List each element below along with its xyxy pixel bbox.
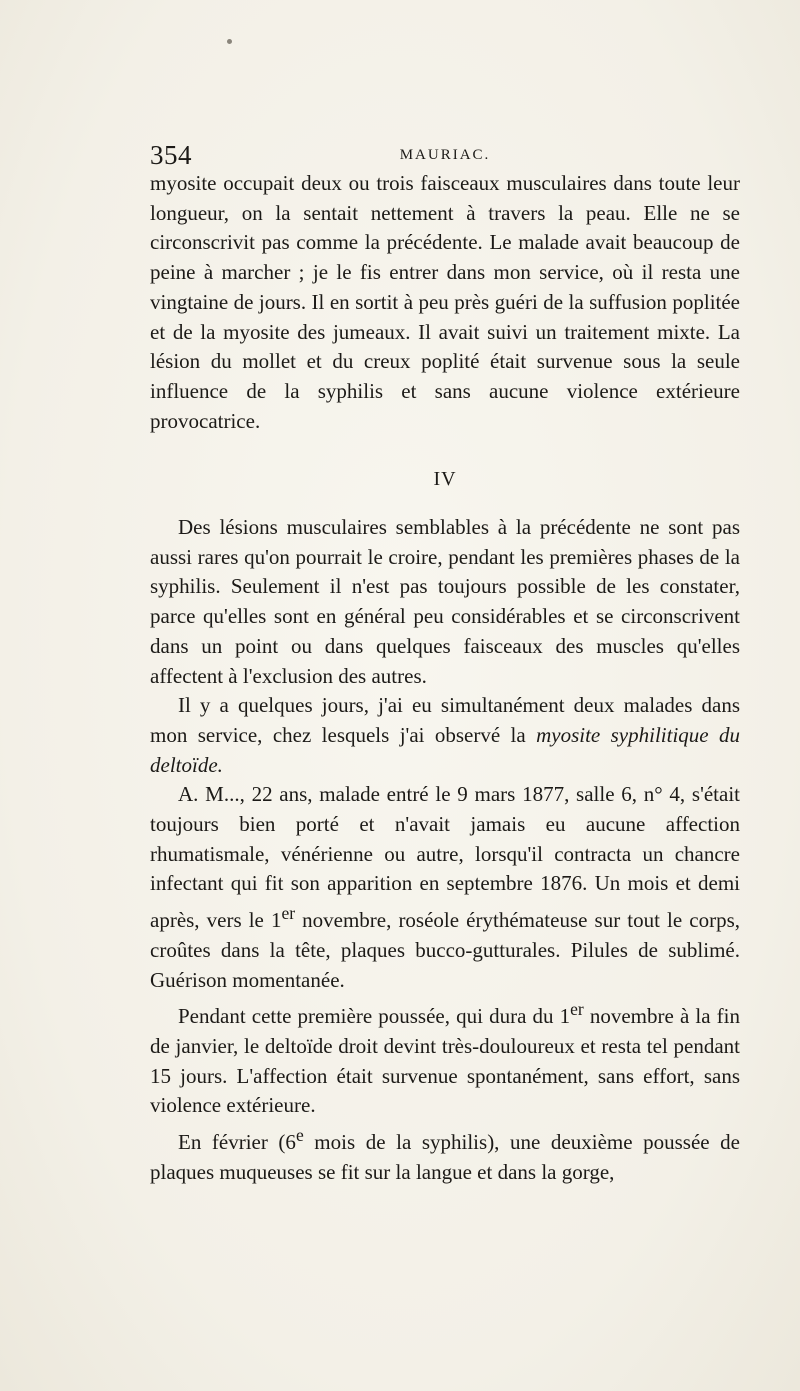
paragraph-5-text-b: novembre à la fin de janvier, le deltoïde droit devint très-douloureux et resta tel pendant 15 jours. L'affection était survenue spontanément, sans effort, sans violence extérieure. — [150, 1004, 740, 1118]
paragraph-5-superscript: er — [570, 999, 584, 1020]
paragraph-3 — [150, 691, 740, 780]
paragraph-5 — [150, 995, 740, 1121]
paragraph-4-text-a: A. M..., 22 ans, malade entré le 9 mars 1877, salle 6, n° 4, s'était toujours bien porté et n'avait jamais eu aucune affection rhumatismale, vénérienne ou autre, lorsqu'il contracta un chancre infectant qui fit son apparition en septembre 1876. Un mois et demi après, vers le 1 — [150, 782, 740, 933]
section-heading: IV — [433, 468, 457, 491]
body-text — [150, 169, 740, 1188]
paragraph-2: Des lésions musculaires semblables à la précédente ne sont pas aussi rares qu'on pourrait le croire, pendant les premières phases de la syphilis. Seulement il n'est pas toujours possible de les constater, parce qu'elles sont en général peu considérables et se circonscrivent dans un point ou dans quelques faisceaux des muscles qu'elles affectent à l'exclusion des autres. — [150, 515, 740, 688]
paragraph-4-superscript: er — [281, 903, 296, 924]
paragraph-6 — [150, 1121, 740, 1187]
paragraph-4-text-b: novembre, roséole érythémateuse sur tout le corps, croûtes dans la tête, plaques bucco-gutturales. Pilules de sublimé. Guérison momentanée. — [150, 908, 740, 992]
paragraph-3-text: Il y a quelques jours, j'ai eu simultanément deux malades dans mon service, chez lesquels j'ai observé la — [150, 693, 740, 747]
paragraph-1: myosite occupait deux ou trois faisceaux musculaires dans toute leur longueur, on la sentait nettement à travers la peau. Elle ne se circonscrivit pas comme la précédente. Le malade avait beaucoup de peine à marcher ; je le fis entrer dans mon service, où il resta une vingtaine de jours. Il en sortit à peu près guéri de la suffusion poplitée et de la myosite des jumeaux. Il avait suivi un traitement mixte. La lésion du mollet et du creux poplité était survenue sous la seule influence de la syphilis et sans aucune violence extérieure provocatrice. — [150, 171, 740, 433]
paragraph-6-superscript: e — [295, 1125, 304, 1146]
paragraph-3-italic: myosite syphilitique du deltoïde. — [150, 722, 740, 777]
page-header — [150, 140, 740, 172]
page-number: 354 — [150, 140, 192, 170]
paragraph-6-text-a: En février (6 — [178, 1130, 296, 1155]
ink-speck — [227, 39, 232, 44]
running-head: MAURIAC. — [399, 147, 491, 163]
paragraph-5-text-a: Pendant cette première poussée, qui dura du 1 — [178, 1004, 571, 1029]
paragraph-4 — [150, 780, 740, 995]
paragraph-6-text-b: mois de la syphilis), une deuxième poussée de plaques muqueuses se fit sur la langue et dans la gorge, — [150, 1130, 740, 1184]
